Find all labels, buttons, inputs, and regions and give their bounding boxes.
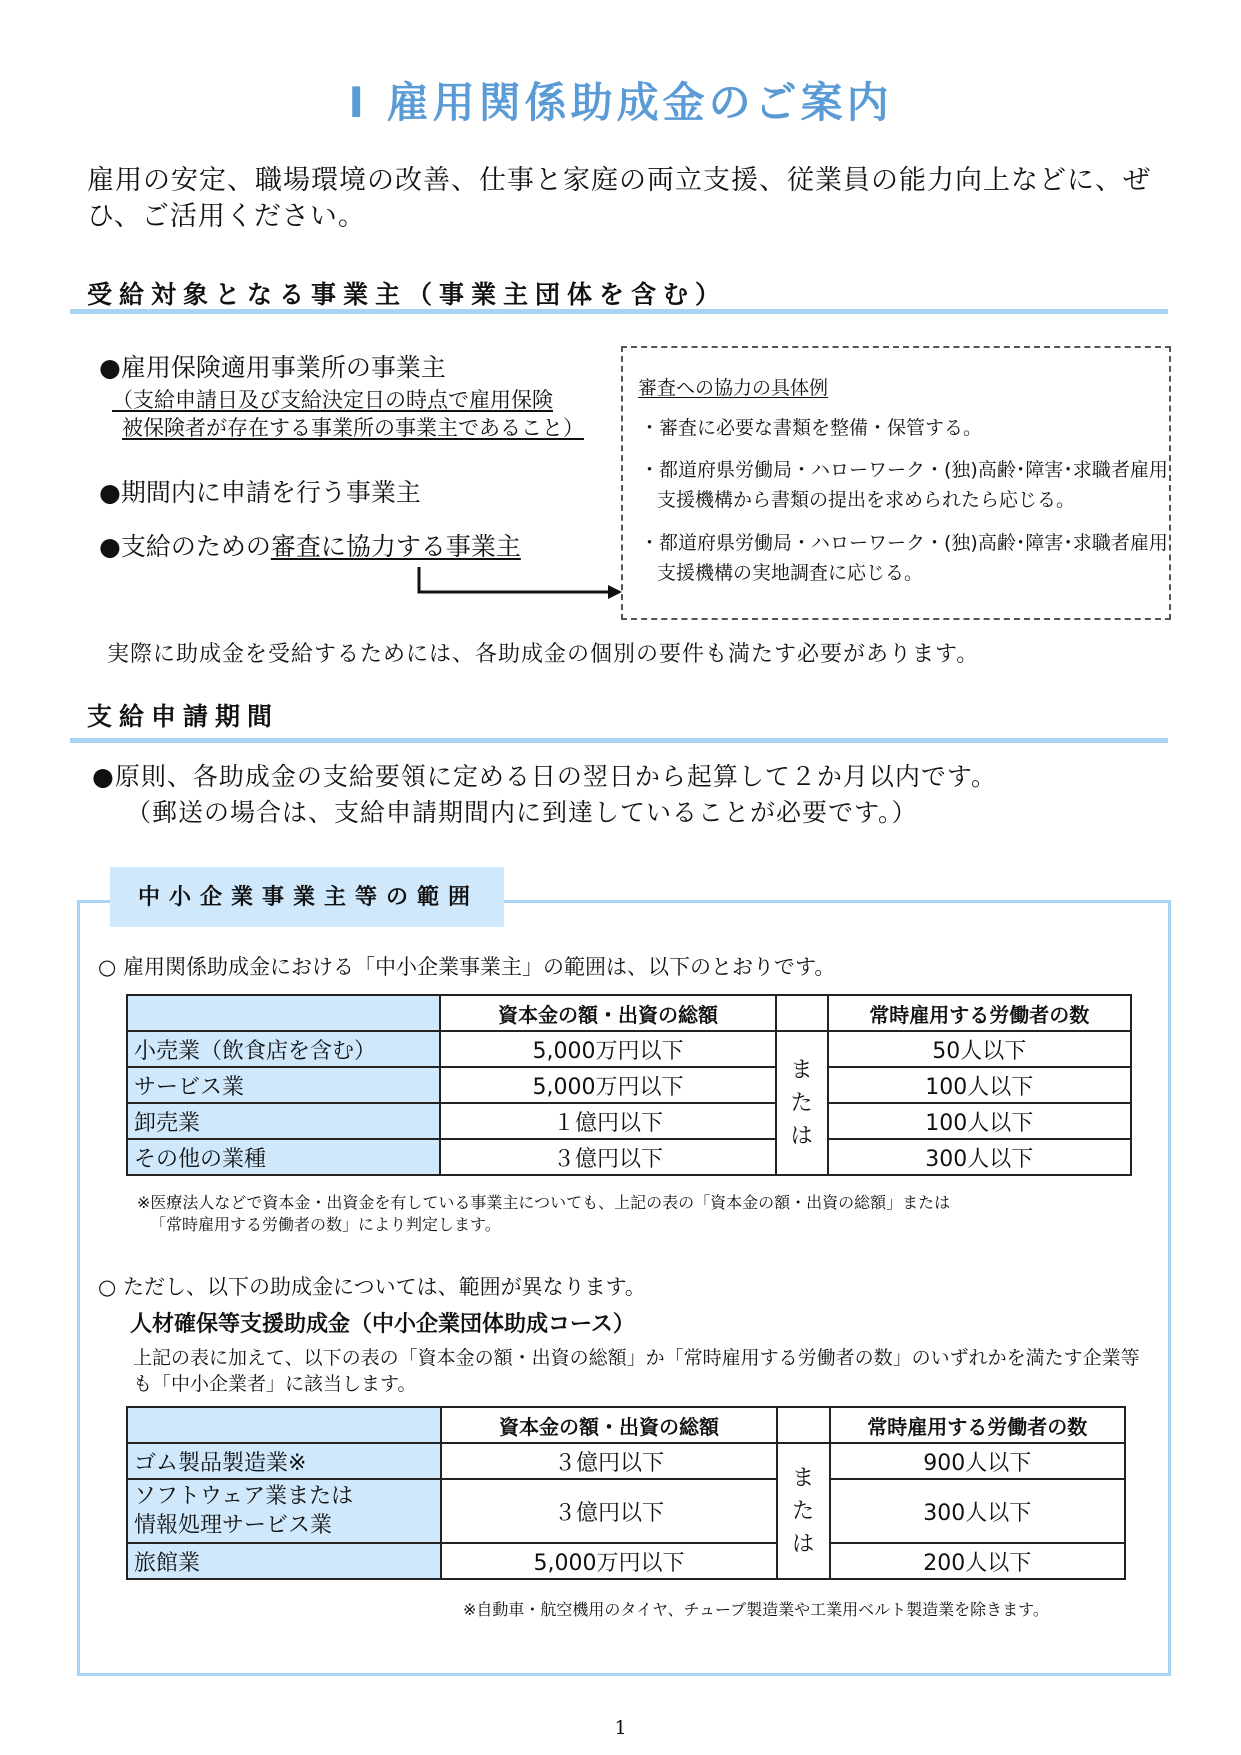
sme-lead: ○ 雇用関係助成金における「中小企業事業主」の範囲は、以下のとおりです。 bbox=[98, 955, 836, 979]
bullet-cooperate: ●支給のための審査に協力する事業主 bbox=[99, 532, 521, 561]
table-cell-capital: １億円以下 bbox=[440, 1103, 775, 1139]
section-heading-period: 支給申請期間 bbox=[87, 702, 280, 731]
sme-lead-exception: ○ ただし、以下の助成金については、範囲が異なります。 bbox=[98, 1275, 646, 1299]
table-cell-capital: 5,000万円以下 bbox=[441, 1543, 776, 1579]
coop-examples-title: 審査への協力の具体例 bbox=[638, 377, 829, 399]
table-header-capital: 資本金の額・出資の総額 bbox=[440, 995, 775, 1031]
table-cell-or: または bbox=[777, 1443, 830, 1579]
table-row bbox=[127, 1067, 1131, 1103]
page-number: 1 bbox=[614, 1717, 627, 1739]
period-line1: ●原則、各助成金の支給要領に定める日の翌日から起算して２か月以内です。 bbox=[92, 762, 997, 791]
table-cell-capital: ３億円以下 bbox=[440, 1139, 775, 1175]
table-header-row bbox=[127, 1407, 1125, 1443]
bullet-insured-employer: ●雇用保険適用事業所の事業主 bbox=[99, 353, 446, 382]
sub-course-title: 人材確保等支援助成金（中小企業団体助成コース） bbox=[130, 1312, 635, 1337]
table-cell-industry: 小売業（飲食店を含む） bbox=[127, 1031, 440, 1067]
table-header-blank bbox=[776, 995, 828, 1031]
table-header-blank bbox=[127, 1407, 441, 1443]
table-cell-capital: ３億円以下 bbox=[441, 1479, 776, 1543]
coop-example-item: ・都道府県労働局・ハローワーク・(独)高齢･障害･求職者雇用支援機構から書類の提出を求められたら応じる。 bbox=[640, 459, 1168, 511]
table-row bbox=[127, 1031, 1131, 1067]
bullet-note-line1: （支給申請日及び支給決定日の時点で雇用保険 bbox=[112, 388, 553, 412]
table-cell-workers: 300人以下 bbox=[830, 1479, 1125, 1543]
bullet-note-line2: 被保険者が存在する事業所の事業主であること） bbox=[122, 416, 584, 440]
coop-example-item: ・審査に必要な書類を整備・保管する。 bbox=[640, 417, 983, 439]
table-header-workers: 常時雇用する労働者の数 bbox=[828, 995, 1131, 1031]
table-header-capital: 資本金の額・出資の総額 bbox=[441, 1407, 776, 1443]
table-row bbox=[127, 1103, 1131, 1139]
page-title: Ⅰ 雇用関係助成金のご案内 bbox=[348, 78, 893, 127]
table-cell-industry: サービス業 bbox=[127, 1067, 440, 1103]
table-cell-workers: 300人以下 bbox=[828, 1139, 1131, 1175]
period-line2: （郵送の場合は、支給申請期間内に到達していることが必要です。） bbox=[126, 798, 918, 827]
table-cell-industry: ソフトウェア業または 情報処理サービス業 bbox=[127, 1479, 441, 1543]
section-rule bbox=[70, 309, 1168, 314]
table-cell-capital: 5,000万円以下 bbox=[440, 1031, 775, 1067]
table-cell-workers: 200人以下 bbox=[830, 1543, 1125, 1579]
table-row bbox=[127, 1543, 1125, 1579]
table-cell-industry: 旅館業 bbox=[127, 1543, 441, 1579]
table-cell-workers: 900人以下 bbox=[830, 1443, 1125, 1479]
table-header-workers: 常時雇用する労働者の数 bbox=[830, 1407, 1125, 1443]
table-row bbox=[127, 1479, 1125, 1543]
table-row bbox=[127, 1443, 1125, 1479]
table-header-blank bbox=[127, 995, 440, 1031]
table-cell-capital: ３億円以下 bbox=[441, 1443, 776, 1479]
table-cell-industry: 卸売業 bbox=[127, 1103, 440, 1139]
table-cell-or: または bbox=[776, 1031, 828, 1175]
table-header-blank bbox=[777, 1407, 830, 1443]
section-heading-eligible: 受給対象となる事業主（事業主団体を含む） bbox=[87, 280, 728, 309]
table-cell-industry: ゴム製品製造業※ bbox=[127, 1443, 441, 1479]
coop-example-item: ・都道府県労働局・ハローワーク・(独)高齢･障害･求職者雇用支援機構の実地調査に応じる。 bbox=[640, 532, 1168, 584]
sme-exception-table bbox=[126, 1406, 1126, 1580]
sme-range-heading: 中小企業事業主等の範囲 bbox=[138, 885, 480, 910]
table-cell-workers: 50人以下 bbox=[828, 1031, 1131, 1067]
sme-table bbox=[126, 994, 1132, 1176]
section-rule bbox=[70, 738, 1168, 743]
table-footnote-line1: ※医療法人などで資本金・出資金を有している事業主についても、上記の表の「資本金の額・出資の総額」または bbox=[137, 1193, 951, 1212]
table-cell-workers: 100人以下 bbox=[828, 1067, 1131, 1103]
arrow-icon bbox=[410, 565, 625, 605]
table-cell-industry: その他の業種 bbox=[127, 1139, 440, 1175]
requirement-note: 実際に助成金を受給するためには、各助成金の個別の要件も満たす必要があります。 bbox=[107, 642, 980, 667]
table-footnote-line2: 「常時雇用する労働者の数」により判定します。 bbox=[150, 1215, 501, 1234]
table-row bbox=[127, 1139, 1131, 1175]
bullet-in-period: ●期間内に申請を行う事業主 bbox=[99, 478, 421, 507]
intro-text: 雇用の安定、職場環境の改善、仕事と家庭の両立支援、従業員の能力向上などに、ぜひ、ご活用ください。 bbox=[87, 165, 1151, 232]
table-cell-workers: 100人以下 bbox=[828, 1103, 1131, 1139]
exception-footnote: ※自動車・航空機用のタイヤ、チューブ製造業や工業用ベルト製造業を除きます。 bbox=[463, 1600, 1049, 1619]
sub-course-desc: 上記の表に加えて、以下の表の「資本金の額・出資の総額」か「常時雇用する労働者の数」のいずれかを満たす企業等も「中小企業者」に該当します。 bbox=[133, 1347, 1140, 1395]
table-cell-capital: 5,000万円以下 bbox=[440, 1067, 775, 1103]
period-text bbox=[92, 759, 997, 831]
table-header-row bbox=[127, 995, 1131, 1031]
